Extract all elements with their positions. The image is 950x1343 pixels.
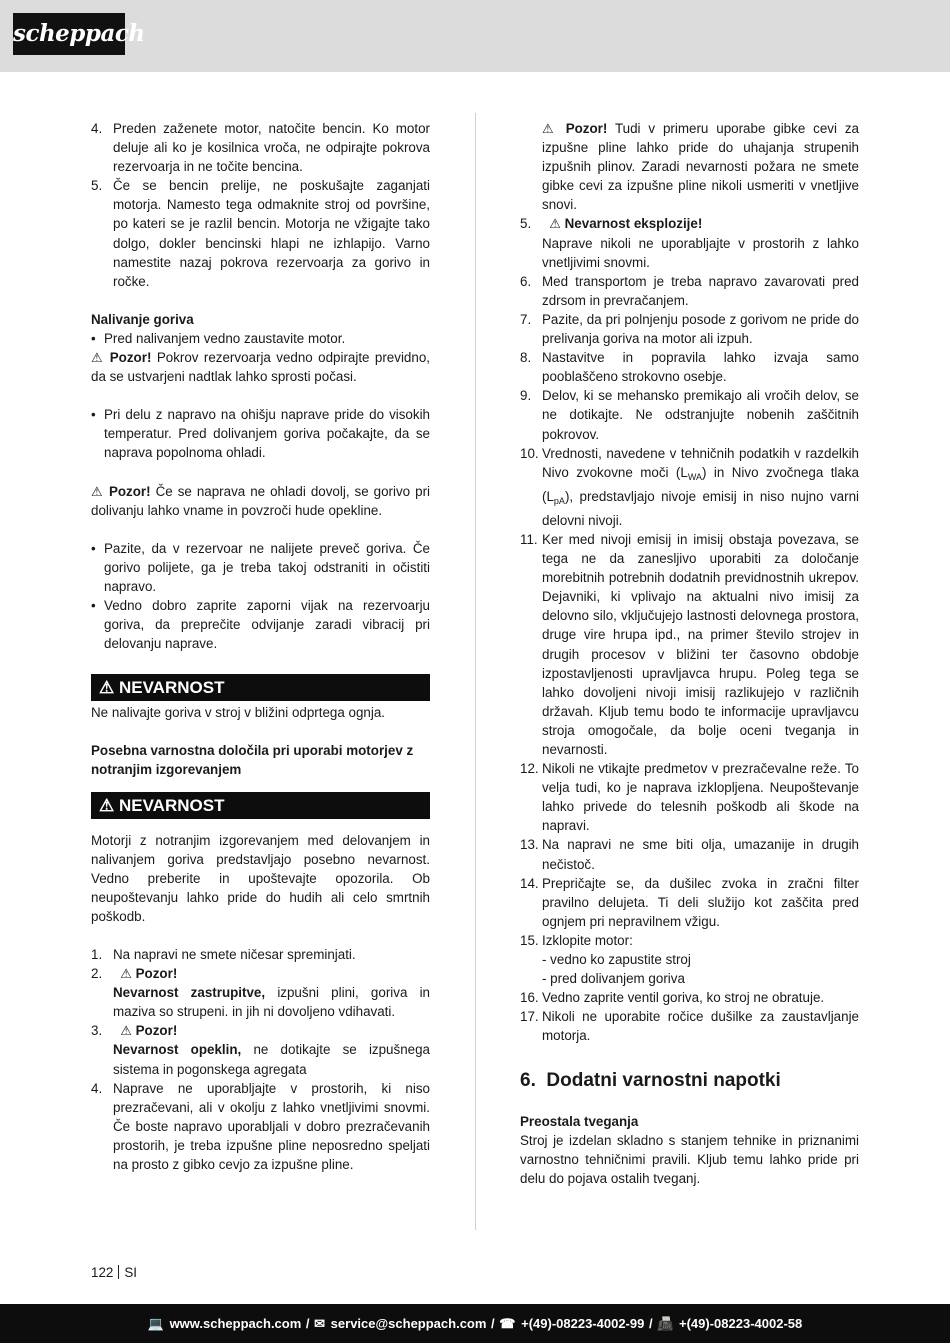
list-item: 7. Pazite, da pri polnjenju posode z gorivom ne pride do prelivanja goriva na motor ali izpuh. xyxy=(520,311,859,347)
left-column xyxy=(91,119,430,1174)
list-item: 15. Izklopite motor: - vedno ko zapustite stroj - pred dolivanjem goriva xyxy=(520,932,691,987)
list-item: 9. Delov, ki se mehansko premikajo ali vročih delov, se ne dotikajte. Ne odstranjujte nobenih zaščitnih pokrovov. xyxy=(520,388,859,442)
fax-number: +(49)-08223-4002-58 xyxy=(679,1316,803,1331)
email-link[interactable]: service@scheppach.com xyxy=(330,1316,487,1331)
list-item: 5. Če se bencin prelije, ne poskušajte zaganjati motorja. Namesto tega odmaknite stroj od površine, po kateri se je razlil bencin. Motorja ne vžigajte tako dolgo, dokler bencinski hlapi ne izhlapijo. Varno namestite nazaj pokrova rezervoarja za gorivo in ročke. xyxy=(91,178,430,289)
warning-paragraph: ⚠ Pozor! Tudi v primeru uporabe gibke cevi za izpušne pline lahko pride do uhajanja strupenih izpušnih plinov. Zaradi nevarnosti požara ne smete gibke cevi za izpušne pline nikoli usmeriti v vnetljive snovi. xyxy=(542,121,859,213)
list-item: 4. Preden zaženete motor, natočite bencin. Ko motor deluje ali ko je kosilnica vroča, ne odpirajte pokrova rezervoarja in ne točite bencina. xyxy=(91,121,430,175)
warning-paragraph: ⚠ Pozor! Če se naprava ne ohladi dovolj, se gorivo pri dolivanju lahko vname in povzroči hude opekline. xyxy=(91,483,431,518)
warning-triangle-icon: ⚠ xyxy=(113,1023,132,1039)
danger-text: Ne nalivajte goriva v stroj v bližini odprtega ognja. xyxy=(91,705,386,721)
danger-text: Motorji z notranjim izgorevanjem med delovanjem in nalivanjem goriva predstavljajo posebno nevarnost. Vedno preberite in upoštevajte opozorila. Ob neupoštevanju lahko pride do hudih ali celo smrtnih poškodb. xyxy=(91,832,430,924)
list-item: 8. Nastavitve in popravila lahko izvaja samo pooblaščeno strokovno osebje. xyxy=(520,350,859,385)
phone-icon: ☎ xyxy=(499,1316,516,1331)
engine-heading: Posebna varnostna določila pri uporabi motorjev z notranjim izgorevanjem xyxy=(91,743,414,778)
warning-triangle-icon: ⚠ xyxy=(99,795,115,815)
header-bar xyxy=(0,0,950,72)
list-item: 3. ⚠ Pozor! Nevarnost opeklin, ne dotikajte se izpušnega sistema in pogonskega agregata xyxy=(91,1023,430,1077)
bullet-item: • Pri delu z napravo na ohišju naprave pride do visokih temperatur. Pred dolivanjem goriva počakajte, da se naprava popolnoma ohladi. xyxy=(91,407,430,461)
list-item: 17. Nikoli ne uporabite ročice dušilke za zaustavljanje motorja. xyxy=(520,1009,859,1044)
website-link[interactable]: www.scheppach.com xyxy=(169,1316,302,1331)
list-item: 1. Na napravi ne smete ničesar spreminjati. xyxy=(91,947,356,962)
warning-triangle-icon: ⚠ xyxy=(91,483,104,499)
danger-banner: ⚠ NEVARNOST xyxy=(91,674,430,701)
residual-text: Stroj je izdelan skladno s stanjem tehnike in priznanimi varnostno tehničnimi pravili. Kljub temu lahko pride pri delu do pojava ostalih tveganj. xyxy=(520,1132,859,1186)
warning-triangle-icon: ⚠ xyxy=(542,121,558,136)
footer-bar: 💻 www.scheppach.com / ✉ service@scheppach.com / ☎ +(49)-08223-4002-99 / 📠 +(49)-08223-4002-58 xyxy=(0,1304,950,1343)
phone-number: +(49)-08223-4002-99 xyxy=(521,1316,645,1331)
computer-icon: 💻 xyxy=(147,1316,164,1331)
list-item: 11. Ker med nivoji emisij in imisij obstaja povezava, se tega ne da zanesljivo uporabiti za določanje morebitnih potrebnih dodatnih previdnostnih ukrepov. Dejavniki, ki vplivajo na aktualni nivo imisij za delovno silo, vključujejo lastnosti delovnega prostora, druge vire hrupa ipd., na primer število strojev in drugih procesov v bližini ter časovno obdobje izpostavljenosti upravljavca hrupu. Poleg tega se lahko dovoljeni nivoji imisij razlikujejo v različnih državah. Kljub temu bodo te informacije upravljavcu stroja omogočale, da bolje oceni tveganja in nevarnosti. xyxy=(520,531,859,757)
brand-logo: scheppach xyxy=(13,13,125,55)
list-item: 10. Vrednosti, navedene v tehničnih podatkih v razdelkih Nivo zvokovne moči $(L_{WA})$ in Nivo zvočnega tlaka $(L_{pA})$, predstavljajo nivoje emisij in niso nujno varni delovni nivoji. xyxy=(520,445,859,528)
mail-icon: ✉ xyxy=(314,1316,326,1331)
right-column xyxy=(520,119,859,1188)
residual-heading: Preostala tveganja xyxy=(520,1113,639,1129)
warning-triangle-icon: ⚠ xyxy=(91,350,105,366)
column-divider xyxy=(475,113,476,1230)
danger-banner: ⚠ NEVARNOST xyxy=(91,792,430,819)
list-item: 4. Naprave ne uporabljajte v prostorih, ki niso prezračevani, ali v okolju z lahko vnetljivimi snovmi. Če boste napravo uporabljali v dobro prezračevanih prostorih, je treba izpušne pline neposredno speljati na prosto z gibko cevjo za izpušne pline. xyxy=(91,1080,430,1173)
warning-triangle-icon: ⚠ xyxy=(113,966,132,982)
list-item: 16. Vedno zaprite ventil goriva, ko stroj ne obratuje. xyxy=(520,990,825,1006)
fax-icon: 📠 xyxy=(657,1316,674,1331)
warning-triangle-icon: ⚠ xyxy=(99,678,115,698)
section-heading: 6. Dodatni varnostni napotki xyxy=(520,1069,781,1091)
bullet-item: • Vedno dobro zaprite zaporni vijak na rezervoarju goriva, da preprečite odvijanje zaradi vibracij pri delovanju naprave. xyxy=(91,597,430,652)
list-item: 5. ⚠ Nevarnost eksplozije! Naprave nikoli ne uporabljajte v prostorih z lahko vnetljivimi snovmi. xyxy=(520,216,859,270)
page-number: 122 SI xyxy=(91,1265,137,1280)
list-item: 6. Med transportom je treba napravo zavarovati pred zdrsom in prevračanjem. xyxy=(520,273,859,308)
refuel-heading: Nalivanje goriva xyxy=(91,311,194,327)
warning-paragraph: ⚠ Pozor! Pokrov rezervoarja vedno odpirajte previdno, da se ustvarjeni nadtlak lahko sprosti počasi. xyxy=(91,350,430,385)
bullet-item: • Pazite, da v rezervoar ne nalijete preveč goriva. Če gorivo polijete, ga je treba takoj odstraniti in očistiti napravo. xyxy=(91,540,430,594)
warning-triangle-icon: ⚠ xyxy=(542,216,561,232)
list-item: 2. ⚠ Pozor! Nevarnost zastrupitve, izpušni plini, goriva in maziva so strupeni. in jih ni dovoljeno vdihavati. xyxy=(91,966,431,1020)
bullet-item: • Pred nalivanjem vedno zaustavite motor. xyxy=(91,330,346,346)
list-item: 13. Na napravi ne sme biti olja, umazanije in drugih nečistoč. xyxy=(520,837,859,872)
list-top xyxy=(91,119,430,291)
list-item: 12. Nikoli ne vtikajte predmetov v prezračevalne reže. To velja tudi, ko je naprava izklopljena. Neupoštevanje lahko privede do telesnih poškodb ali škode na napravi. xyxy=(520,761,859,834)
list-item: 14. Prepričajte se, da dušilec zvoka in zračni filter pravilno delujeta. Ti deli služijo kot zaščita pred ognjem pri nepravilnem vžigu. xyxy=(520,875,859,929)
